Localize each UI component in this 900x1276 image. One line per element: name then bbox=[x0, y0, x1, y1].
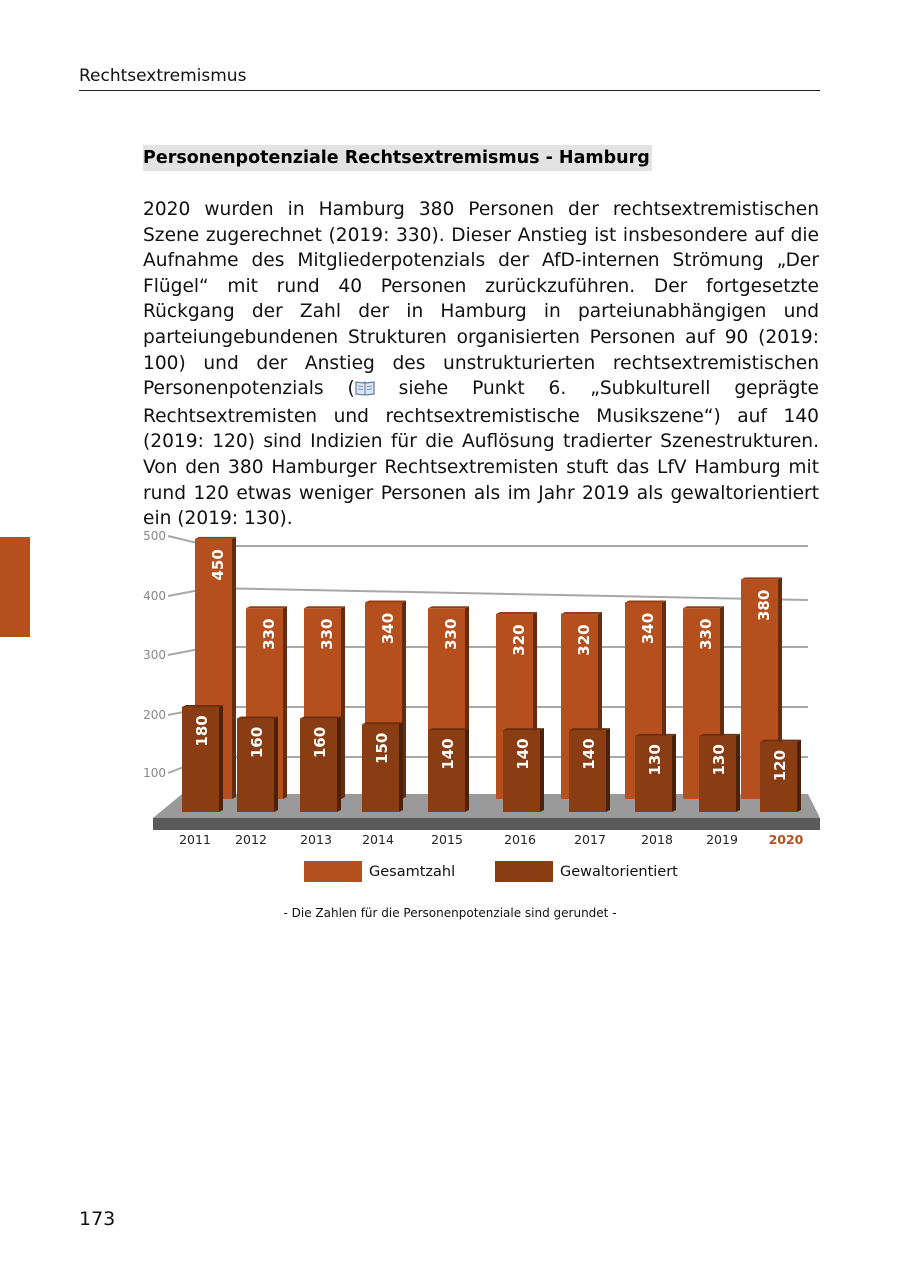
x-tick-label: 2017 bbox=[574, 832, 606, 847]
bar-gewaltorientiert-top bbox=[760, 740, 801, 742]
bar-gewaltorientiert-side bbox=[465, 728, 469, 812]
y-tick-label: 200 bbox=[143, 708, 166, 722]
data-label-gewaltorientiert: 140 bbox=[439, 738, 457, 770]
running-header: Rechtsextremismus bbox=[79, 66, 247, 86]
y-tick-label: 300 bbox=[143, 648, 166, 662]
data-label-gesamtzahl: 340 bbox=[379, 612, 397, 645]
bar-gewaltorientiert-side bbox=[797, 740, 801, 812]
bar-gewaltorientiert-side bbox=[219, 705, 223, 812]
x-tick-label: 2013 bbox=[300, 832, 332, 847]
chart-footnote: - Die Zahlen für die Personenpotenziale sind gerundet - bbox=[283, 906, 617, 920]
bar-gewaltorientiert-top bbox=[569, 728, 610, 730]
data-label-gesamtzahl: 320 bbox=[575, 624, 593, 656]
x-tick-label: 2014 bbox=[362, 832, 394, 847]
bar-gesamtzahl-top bbox=[304, 606, 345, 608]
legend-gewaltorientiert-label: Gewaltorientiert bbox=[560, 864, 678, 880]
page-number: 173 bbox=[79, 1208, 116, 1230]
bar-gesamtzahl-top bbox=[365, 600, 406, 602]
data-label-gewaltorientiert: 130 bbox=[710, 744, 728, 776]
bar-gewaltorientiert-top bbox=[503, 728, 544, 730]
data-label-gewaltorientiert: 140 bbox=[514, 738, 532, 770]
data-label-gesamtzahl: 340 bbox=[639, 612, 657, 645]
x-tick-label: 2011 bbox=[179, 832, 211, 847]
bar-gewaltorientiert-side bbox=[672, 734, 676, 812]
bar-gesamtzahl-top bbox=[625, 600, 666, 602]
data-label-gewaltorientiert: 120 bbox=[771, 749, 789, 782]
gridline bbox=[168, 588, 808, 600]
bar-gesamtzahl-side bbox=[341, 606, 345, 799]
floor-front bbox=[153, 818, 820, 830]
data-label-gewaltorientiert: 140 bbox=[580, 738, 598, 770]
legend-gewaltorientiert-swatch bbox=[495, 861, 553, 882]
bar-gesamtzahl-top bbox=[683, 606, 724, 608]
bar-gewaltorientiert-side bbox=[540, 728, 544, 812]
bar-gewaltorientiert-side bbox=[399, 722, 403, 812]
bar-gewaltorientiert-side bbox=[736, 734, 740, 812]
bar-gewaltorientiert-top bbox=[362, 722, 403, 724]
data-label-gewaltorientiert: 130 bbox=[646, 744, 664, 776]
bar-gesamtzahl-top bbox=[195, 537, 236, 539]
data-label-gewaltorientiert: 150 bbox=[373, 732, 391, 764]
legend-gesamtzahl-label: Gesamtzahl bbox=[369, 864, 456, 880]
bar-gesamtzahl-top bbox=[428, 606, 469, 608]
bar-gesamtzahl-side bbox=[283, 606, 287, 799]
bar-gewaltorientiert-side bbox=[337, 717, 341, 812]
section-title: Personenpotenziale Rechtsextremismus - Hamburg bbox=[143, 145, 652, 171]
bar-gewaltorientiert-top bbox=[699, 734, 740, 736]
data-label-gewaltorientiert: 160 bbox=[311, 726, 329, 759]
data-label-gesamtzahl: 330 bbox=[442, 618, 460, 650]
bar-gesamtzahl-top bbox=[496, 612, 537, 614]
y-tick-label: 400 bbox=[143, 589, 166, 603]
legend-gewaltorientiert bbox=[495, 861, 678, 882]
legend-gesamtzahl-swatch bbox=[304, 861, 362, 882]
legend-gesamtzahl bbox=[304, 861, 455, 882]
x-tick-label: 2016 bbox=[504, 832, 536, 847]
bar-gesamtzahl-top bbox=[246, 606, 287, 608]
bar-gewaltorientiert-top bbox=[182, 705, 223, 707]
x-tick-label: 2012 bbox=[235, 832, 267, 847]
bar-gewaltorientiert-side bbox=[606, 728, 610, 812]
bar-gesamtzahl-top bbox=[741, 577, 782, 579]
bar-gewaltorientiert-top bbox=[635, 734, 676, 736]
chart-y-axis bbox=[143, 529, 166, 780]
data-label-gewaltorientiert: 160 bbox=[248, 726, 266, 759]
bar-gesamtzahl-side bbox=[232, 537, 236, 799]
x-tick-label: 2015 bbox=[431, 832, 463, 847]
paragraph-text-part1: 2020 wurden in Hamburg 380 Personen der rechtsextremistischen Szene zugerechnet (2019: 330). Dieser Anstieg ist insbesondere auf die Aufnahme des Mitgliederpotenzials der AfD-internen Strömung „Der Flügel“ mit rund 40 Personen zurückzuführen. Der fortgesetzte Rückgang der Zahl der in Hamburg in parteiunabhängigen und parteiungebundenen Strukturen organisierten Personen auf 90 (2019: 100) und der Anstieg des unstrukturierten rechtsextremistischen Personenpotenzials ( bbox=[143, 199, 819, 400]
chart-bars bbox=[182, 537, 801, 812]
data-label-gesamtzahl: 330 bbox=[697, 618, 715, 650]
bar-gewaltorientiert-top bbox=[300, 717, 341, 719]
chart-legend bbox=[304, 861, 678, 882]
data-label-gewaltorientiert: 180 bbox=[193, 715, 211, 747]
data-label-gesamtzahl: 330 bbox=[260, 618, 278, 650]
chart-x-axis bbox=[179, 832, 804, 847]
bar-gesamtzahl-top bbox=[561, 612, 602, 614]
data-label-gesamtzahl: 320 bbox=[510, 624, 528, 656]
data-label-gesamtzahl: 450 bbox=[209, 549, 227, 581]
data-label-gesamtzahl: 330 bbox=[318, 618, 336, 650]
paragraph-text-part2: siehe Punkt 6. „Subkulturell geprägte Rechtsextremisten und rechtsextremistische Musikszene“) auf 140 (2019: 120) sind Indizien für die Auflösung tradierter Szenestrukturen. Von den 380 Hamburger Rechtsextremisten stuft das LfV Hamburg mit rund 120 etwas weniger Personen als im Jahr 2019 als gewaltorientiert ein (2019: 130). bbox=[143, 378, 819, 530]
data-label-gesamtzahl: 380 bbox=[755, 589, 773, 622]
x-tick-label: 2020 bbox=[768, 832, 804, 847]
bar-gewaltorientiert-side bbox=[274, 717, 278, 812]
y-tick-label: 100 bbox=[143, 766, 166, 780]
x-tick-label: 2019 bbox=[706, 832, 738, 847]
bar-gewaltorientiert-top bbox=[237, 717, 278, 719]
y-tick-label: 500 bbox=[143, 529, 166, 543]
x-tick-label: 2018 bbox=[641, 832, 673, 847]
gridline bbox=[168, 536, 808, 546]
bar-gewaltorientiert-top bbox=[428, 728, 469, 730]
